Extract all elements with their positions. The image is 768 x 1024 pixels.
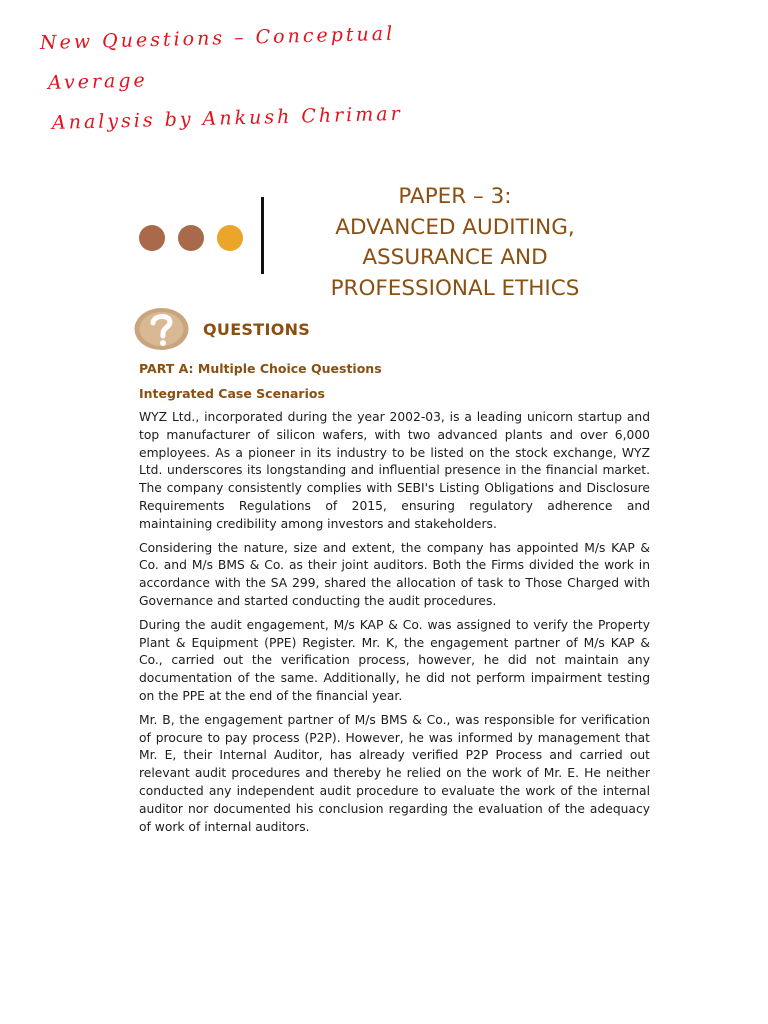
paper-title-line-1: PAPER – 3: xyxy=(398,184,512,209)
paper-title xyxy=(290,182,620,304)
dot-2 xyxy=(178,225,204,251)
dot-1 xyxy=(139,225,165,251)
annotation-line-1: New Questions – Conceptual xyxy=(39,22,396,54)
part-heading: PART A: Multiple Choice Questions xyxy=(139,361,382,376)
paragraph-3: During the audit engagement, M/s KAP & Co. was assigned to verify the Property Plant & Equipment (PPE) Register. Mr. K, the engagement partner of M/s KAP & Co., carried out the verification process, however, he did not maintain any documentation of the same. Additionally, he did not perform impairment testing on the PPE at the end of the financial year. xyxy=(139,617,650,703)
questions-heading: QUESTIONS xyxy=(203,320,311,339)
annotation-line-2: Average xyxy=(47,69,149,94)
paper-title-line-4: PROFESSIONAL ETHICS xyxy=(330,275,580,301)
case-body xyxy=(139,409,650,842)
decorative-dots xyxy=(139,225,243,251)
paper-title-line-3: ASSURANCE AND xyxy=(362,245,548,270)
dot-3 xyxy=(217,225,243,251)
title-divider xyxy=(261,197,264,274)
question-mark-icon xyxy=(134,307,189,351)
annotation-line-3: Analysis by Ankush Chrimar xyxy=(51,102,403,134)
paragraph-1: WYZ Ltd., incorporated during the year 2002-03, is a leading unicorn startup and top manufacturer of silicon wafers, with two advanced plants and over 6,000 employees. As a pioneer in its industry to be listed on the stock exchange, WYZ Ltd. underscores its longstanding and influential presence in the financial market. The company consistently complies with SEBI's Listing Obligations and Disclosure Requirements Regulations of 2015, ensuring regulatory adherence and maintaining credibility among investors and stakeholders. xyxy=(139,410,650,531)
paragraph-2: Considering the nature, size and extent, the company has appointed M/s KAP & Co. and M/s BMS & Co. as their joint auditors. Both the Firms divided the work in accordance with the SA 299, shared the allocation of task to Those Charged with Governance and started conducting the audit procedures. xyxy=(139,540,650,608)
case-scenarios-heading: Integrated Case Scenarios xyxy=(139,386,325,401)
paper-title-line-2: ADVANCED AUDITING, xyxy=(335,214,575,240)
paragraph-4: Mr. B, the engagement partner of M/s BMS & Co., was responsible for verification of procure to pay process (P2P). However, he was informed by management that Mr. E, their Internal Auditor, has already verified P2P Process and carried out relevant audit procedures and thereby he relied on the work of Mr. E. He neither conducted any independent audit procedure to evaluate the work of the internal auditor nor documented his conclusion regarding the evaluation of the adequacy of work of internal auditors. xyxy=(139,712,650,834)
